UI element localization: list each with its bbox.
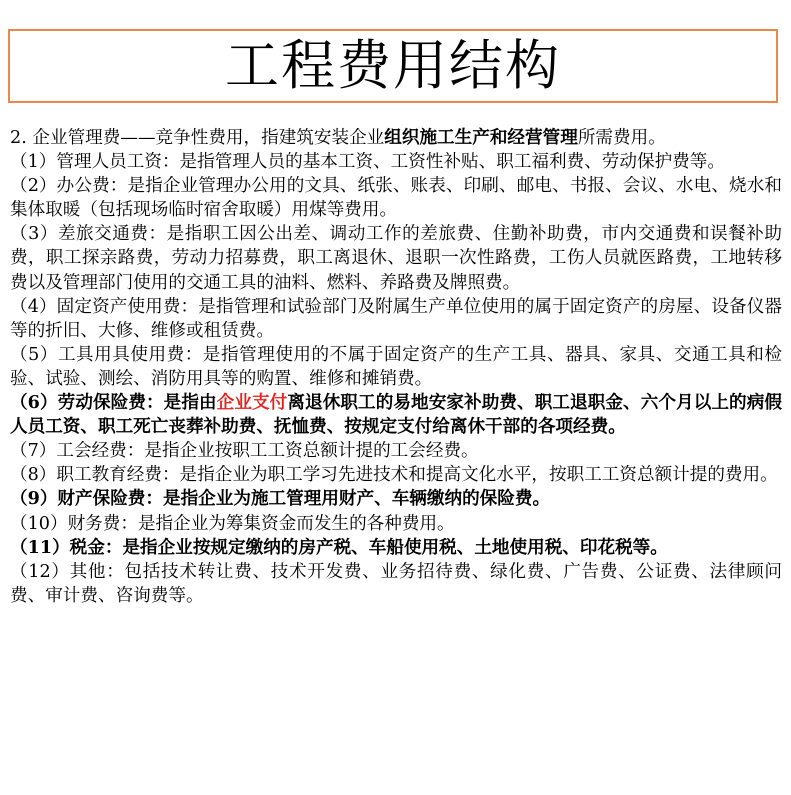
page-title: 工程费用结构: [225, 34, 561, 97]
item-12: （12）其他：包括技术转让费、技术开发费、业务招待费、绿化费、广告费、公证费、法律顾问费、审计费、咨询费等。: [10, 561, 782, 606]
item-6-rest: 离退休职工的易地安家补助费、职工退职金、六个月以上的病假人员工资、职工死亡丧葬补助费、抚恤费、按规定支付给离休干部的各项经费。: [10, 392, 782, 438]
intro-text: 2. 企业管理费——竞争性费用，指建筑安装企业: [10, 128, 385, 148]
item-7: （7）工会经费：是指企业按职工工资总额计提的工会经费。: [10, 441, 479, 462]
item-9: （9）财产保险费：是指企业为施工管理用财产、车辆缴纳的保险费。: [10, 488, 551, 510]
item-11: （11）税金：是指企业按规定缴纳的房产税、车船使用税、土地使用税、印花税等。: [10, 536, 668, 558]
item-6-highlight: 企业支付: [216, 392, 288, 414]
intro-bold-text: 组织施工生产和经营管理: [384, 127, 578, 148]
item-3: （3）差旅交通费：是指职工因公出差、调动工作的差旅费、住勤补助费，市内交通费和误餐补助费，职工探亲路费，劳动力招募费，职工离退休、退职一次性路费，工伤人员就医路费，工地转移费以及管理部门使用的交通工具的油料、燃料、养路费及牌照费。: [10, 224, 782, 293]
item-2: （2）办公费：是指企业管理办公用的文具、纸张、账表、印刷、邮电、书报、会议、水电、烧水和集体取暖（包括现场临时宿舍取暖）用煤等费用。: [10, 176, 782, 221]
intro-paragraph: [10, 126, 782, 150]
item-6: [10, 391, 782, 439]
item-4: （4）固定资产使用费：是指管理和试验部门及附属生产单位使用的属于固定资产的房屋、设备仪器等的折旧、大修、维修或租赁费。: [10, 296, 782, 341]
item-8: （8）职工教育经费：是指企业为职工学习先进技术和提高文化水平，按职工工资总额计提的费用。: [10, 465, 778, 486]
intro-end-text: 所需费用。: [577, 128, 666, 148]
item-10: （10）财务费：是指企业为筹集资金而发生的各种费用。: [10, 513, 455, 534]
content-body: [10, 126, 782, 608]
item-1: （1）管理人员工资：是指管理人员的基本工资、工资性补贴、职工福利费、劳动保护费等。: [10, 152, 725, 173]
item-6-text: （6）劳动保险费：是指由: [10, 392, 217, 414]
item-5: （5）工具用具使用费：是指管理使用的不属于固定资产的生产工具、器具、家具、交通工具和检验、试验、测绘、消防用具等的购置、维修和摊销费。: [10, 344, 782, 389]
title-box: [8, 29, 778, 103]
